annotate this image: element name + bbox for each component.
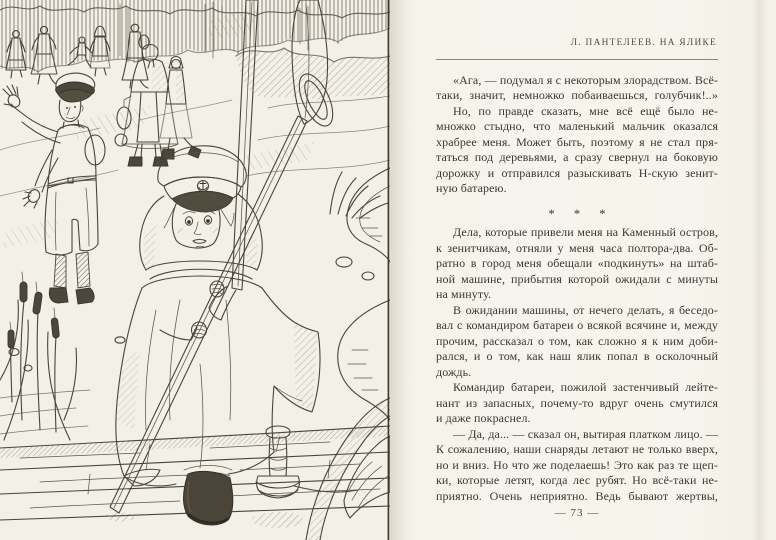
page-gutter <box>388 0 408 540</box>
text-line: Дела, которые привели меня на Каменный остров, <box>453 225 718 239</box>
text-line: храбрее меня. Может быть, поэтому я не стал пря- <box>436 134 718 149</box>
text-line: ки, которые летят, когда лес рубят. Но всё-таки не- <box>436 473 718 487</box>
header-rule <box>436 59 718 60</box>
text-column <box>436 36 718 504</box>
text-line: приятно. Очень неприятно. Ведь бывают жертвы, <box>436 488 718 503</box>
text-line: но и вниз. Но что же поделаешь! Это как раз те щеп- <box>436 457 718 472</box>
text-line: «Ага, — подумал я с некоторым злорадством. Всё- <box>453 72 718 87</box>
text-line: таться под деревьями, а сразу свернул на боковую <box>436 150 718 164</box>
text-block <box>436 73 718 505</box>
paragraph <box>436 427 718 505</box>
page-edge-shade <box>752 0 768 540</box>
text-line: дорожку и отправился разыскивать Н-скую зенит- <box>436 165 718 180</box>
text-line: ную батарею. <box>436 181 507 195</box>
section-separator: * * * <box>548 206 614 221</box>
text-line: и даже покраснел. <box>436 411 531 425</box>
text-line: ратно в город меня обещали «подкинуть» на штаб- <box>436 256 718 270</box>
text-line: — Да, да... — сказал он, вытирая платком лицо. — <box>453 426 718 441</box>
running-head: Л. ПАНТЕЛЕЕВ. НА ЯЛИКЕ <box>570 38 717 48</box>
text-line: дождь. <box>436 364 472 379</box>
boy-boot <box>184 466 233 525</box>
text-line: к зенитчикам, отняли у меня часа полтора-два. Об- <box>436 240 718 255</box>
paragraph <box>436 104 718 197</box>
page-number: — 73 — <box>554 507 600 519</box>
text-line: ной машине, прибытия которой ожидали с минуты <box>436 271 718 286</box>
text-line: вал с командиром батареи о всякой всячине и, между <box>436 318 718 332</box>
paragraph <box>436 303 718 381</box>
text-line: Но, по правде сказать, мне всё ещё было не- <box>453 103 718 118</box>
text-line: Командир батареи, пожилой застенчивый лейте- <box>453 380 718 394</box>
paragraph <box>436 380 718 427</box>
paragraph <box>436 73 718 104</box>
text-line: множко стыдно, что маленький мальчик оказался <box>436 119 718 133</box>
text-line: нант из запасных, почему-то вдруг очень смутился <box>436 395 718 410</box>
paragraph <box>436 225 718 303</box>
text-line: К сожалению, наши снаряды летают не только вверх, <box>436 442 718 456</box>
text-line: таки, значит, немножко побаиваешься, голубчик!..» <box>436 88 718 102</box>
text-line: на минуту. <box>436 287 492 301</box>
text-line: В ожидании машины, от нечего делать, я беседо- <box>453 302 718 317</box>
text-line: рался, и о том, как наш ялик попал в осколочный <box>436 349 718 363</box>
text-line: прочим, рассказал о том, как сложно я к ним доби- <box>436 333 718 348</box>
